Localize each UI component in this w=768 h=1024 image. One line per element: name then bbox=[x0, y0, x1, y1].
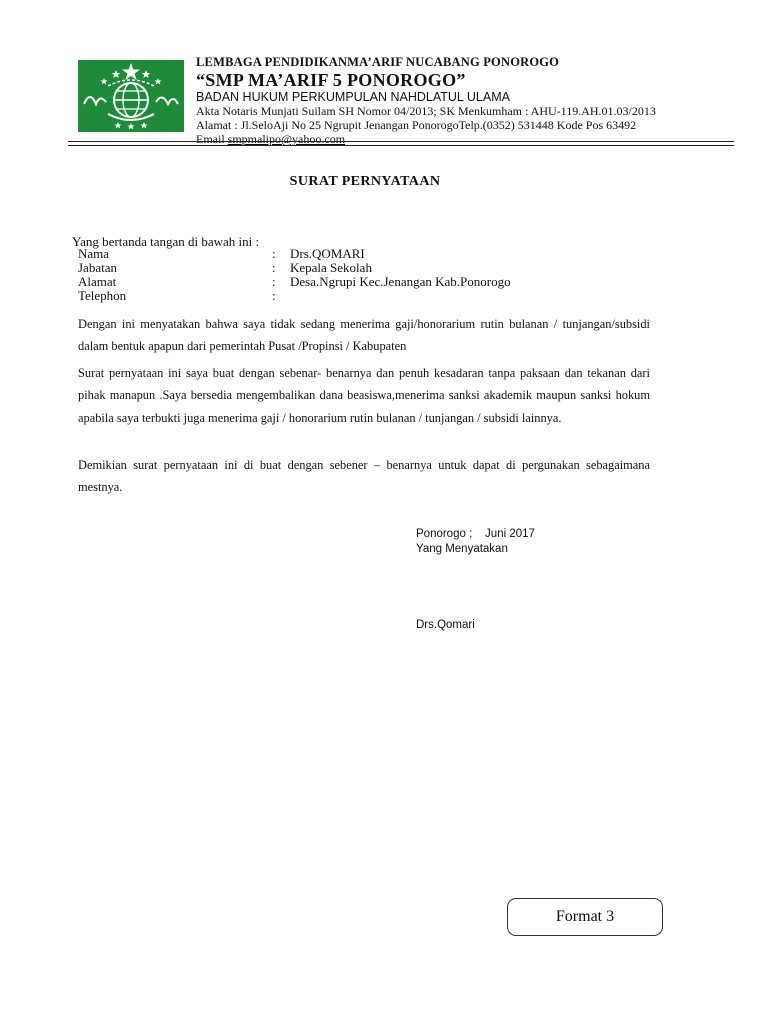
field-colon: : bbox=[272, 260, 276, 275]
email-label: Email bbox=[196, 132, 228, 146]
nahdlatul-ulama-logo bbox=[78, 60, 184, 132]
field-value: Desa.Ngrupi Kec.Jenangan Kab.Ponorogo bbox=[290, 274, 511, 289]
field-value: Drs.QOMARI bbox=[290, 246, 365, 261]
field-row-alamat bbox=[78, 275, 511, 289]
format-label: Format 3 bbox=[555, 908, 615, 925]
field-value: Kepala Sekolah bbox=[290, 260, 372, 275]
document-title: SURAT PERNYATAAN bbox=[289, 174, 441, 189]
place-date: Ponorogo ; Juni 2017 bbox=[416, 528, 535, 540]
header-divider-thin bbox=[68, 145, 734, 146]
email-line bbox=[196, 132, 756, 146]
signer-name: Drs.Qomari bbox=[416, 619, 475, 631]
globe-stars-emblem-icon bbox=[78, 60, 184, 132]
address-line: Alamat : Jl.SeloAji No 25 Ngrupit Jenangan PonorogoTelp.(0352) 531448 Kode Pos 63492 bbox=[196, 118, 637, 132]
field-row-nama bbox=[78, 247, 511, 261]
field-row-telephon bbox=[78, 289, 511, 303]
field-colon: : bbox=[272, 288, 276, 303]
statement-paragraph: Dengan ini menyatakan bahwa saya tidak sedang menerima gaji/honorarium rutin bulanan / tunjangan/subsidi dalam bentuk apapun dari pemerintah Pusat /Propinsi / Kabupaten bbox=[78, 317, 650, 354]
field-label: Telephon bbox=[78, 288, 127, 303]
field-label: Alamat bbox=[78, 274, 117, 289]
letterhead-text bbox=[196, 55, 756, 146]
closing-paragraph: Demikian surat pernyataan ini di buat dengan sebener – benarnya untuk dapat di pergunakan sebagaimana mestnya. bbox=[78, 458, 650, 495]
institution-name: LEMBAGA PENDIDIKANMA’ARIF NUCABANG PONOROGO bbox=[196, 55, 560, 69]
field-colon: : bbox=[272, 274, 276, 289]
field-colon: : bbox=[272, 246, 276, 261]
notary-line: Akta Notaris Munjati Suilam SH Nomor 04/2013; SK Menkumham : AHU-119.AH.01.03/2013 bbox=[196, 104, 656, 118]
email-link[interactable]: smpmalipo@yahoo.com bbox=[227, 132, 346, 146]
field-label: Jabatan bbox=[78, 260, 117, 275]
field-label: Nama bbox=[78, 246, 110, 261]
format-label-box bbox=[507, 898, 663, 936]
signer-role: Yang Menyatakan bbox=[416, 543, 508, 555]
signature-block bbox=[416, 527, 535, 557]
identity-fields bbox=[78, 247, 511, 303]
school-name: “SMP MA’ARIF 5 PONOROGO” bbox=[196, 70, 466, 90]
field-value bbox=[290, 289, 511, 303]
legal-body: BADAN HUKUM PERKUMPULAN NAHDLATUL ULAMA bbox=[196, 90, 510, 104]
header-divider-thick bbox=[68, 141, 734, 142]
field-row-jabatan bbox=[78, 261, 511, 275]
statement-paragraph: Surat pernyataan ini saya buat dengan sebenar- benarnya dan penuh kesadaran tanpa paksaan dan tekanan dari pihak manapun .Saya bersedia mengembalikan dana beasiswa,menerima sanksi akademik maupun sanksi hokum apabila saya terbukti juga menerima gaji / honorarium rutin bulanan / tunjangan / subsidi lainnya. bbox=[78, 366, 650, 425]
intro-line: Yang bertanda tangan di bawah ini : bbox=[72, 234, 260, 249]
